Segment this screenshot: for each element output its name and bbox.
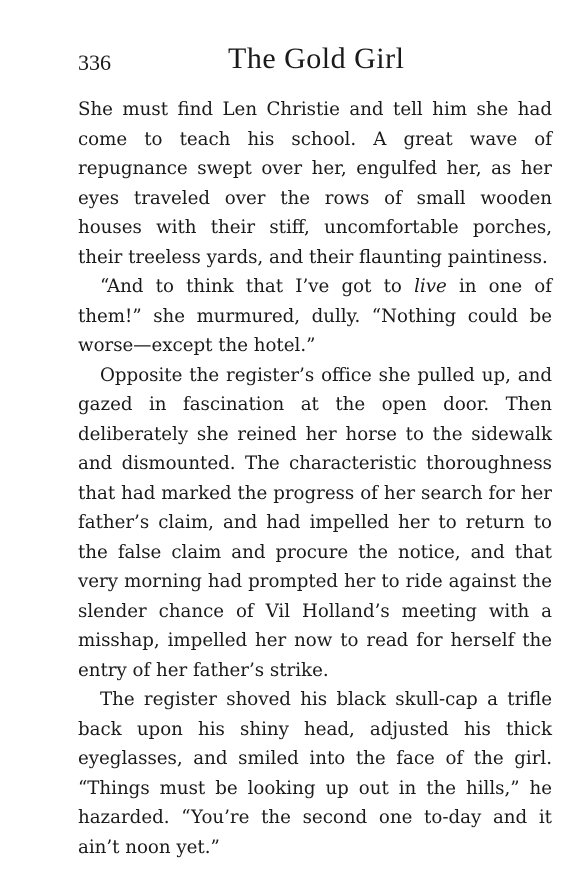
paragraph-text: “And to think that I’ve got to — [100, 276, 415, 297]
running-title: The Gold Girl — [228, 42, 405, 75]
paragraph-text: in one of them!” she murmured, dully. “Nothing could be worse—except the hotel.” — [78, 276, 552, 356]
paragraph: The register shoved his black skull-cap a trifle back upon his shiny head, adjusted his thick eyeglasses, and smiled into the face of the girl. “Things must be looking up out in the hills,” he hazarded. “You’re the second one to-day and it ain’t noon yet.” — [78, 689, 552, 858]
paragraph: Opposite the register’s office she pulled up, and gazed in fascination at the open door. Then deliberately she reined her horse to the sidewalk and dismounted. The characteristic thoroughness that had marked the progress of her search for her father’s claim, and had impelled her to return to the false claim and procure the notice, and that very morning had prompted her to ride against the slender chance of Vil Holland’s meeting with a misshap, impelled her now to read for herself the entry of her father’s strike. — [78, 364, 552, 681]
page-number: 336 — [78, 50, 111, 75]
emphasized-word: live — [414, 276, 447, 297]
paragraph: She must find Len Christie and tell him she had come to teach his school. A great wave of repugnance swept over her, engulfed her, as her eyes traveled over the rows of small wooden houses with their stiff, uncomfortable porches, their treeless yards, and their flaunting paintiness. — [78, 99, 552, 268]
page-header — [78, 42, 550, 82]
body-text — [78, 95, 552, 862]
paragraph — [78, 272, 552, 361]
